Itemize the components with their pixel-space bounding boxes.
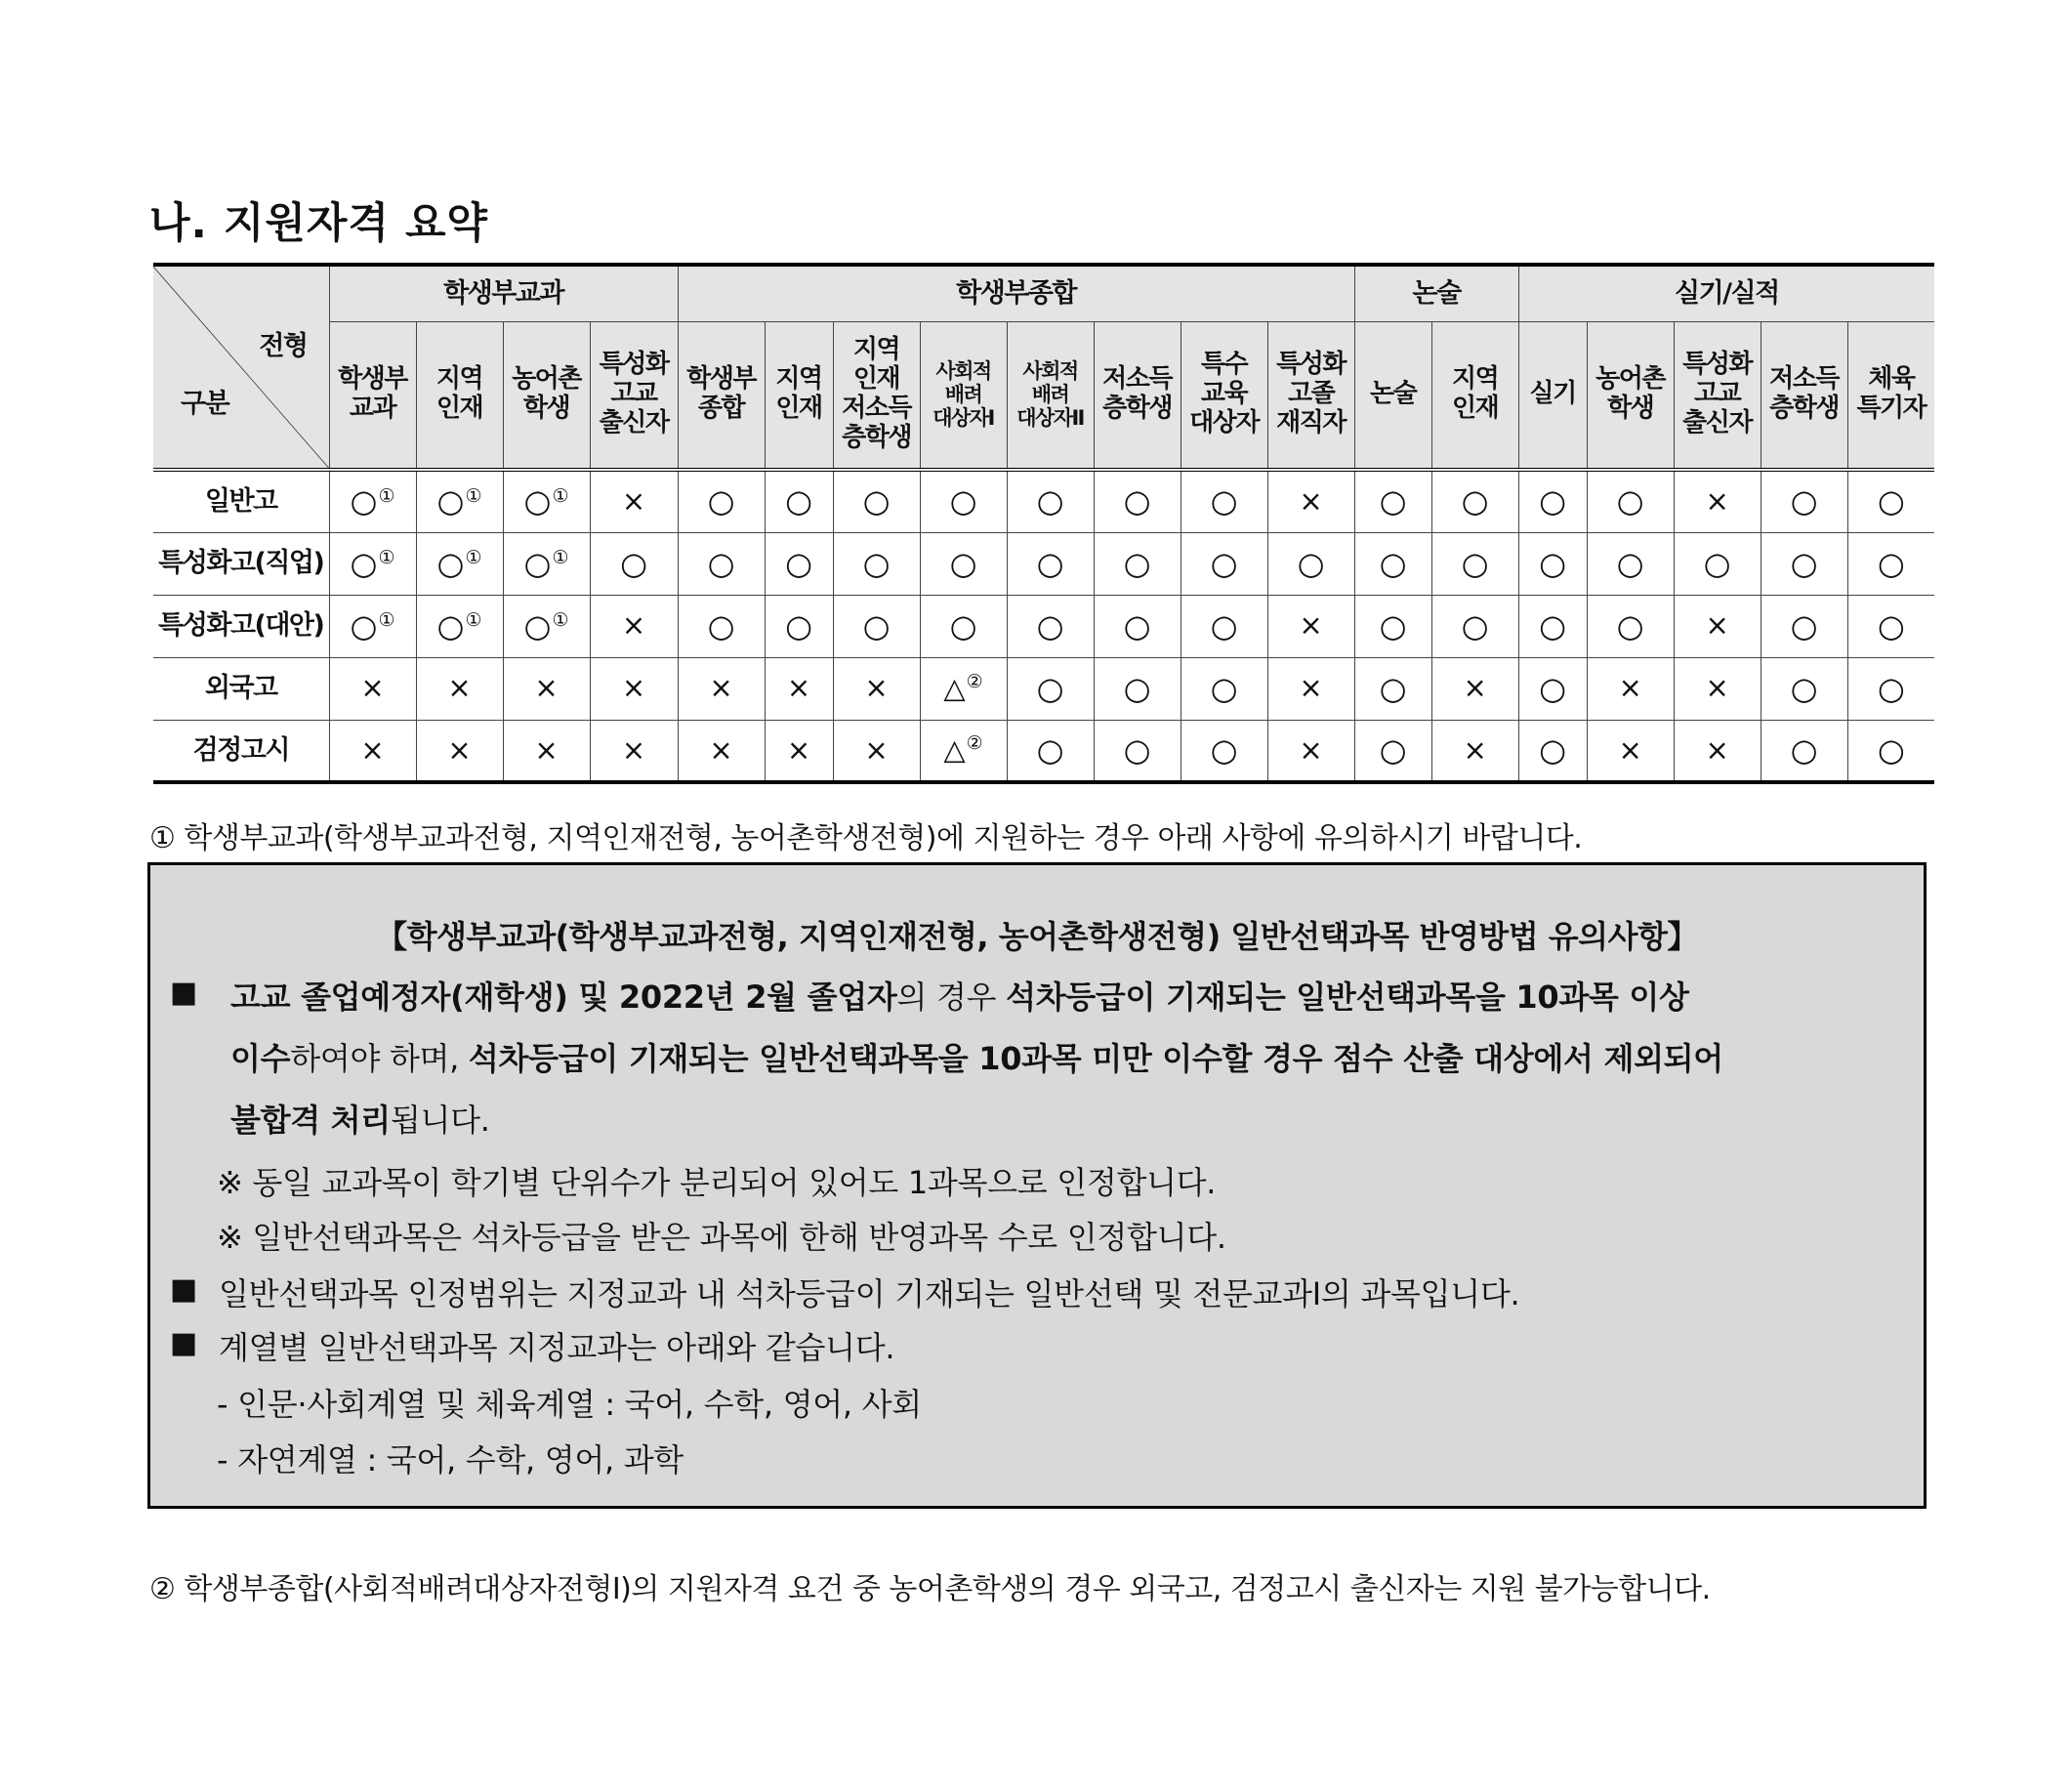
cell-mark: ○: [1379, 669, 1407, 707]
cell-mark: ○: [1210, 482, 1238, 520]
table-cell: [1007, 595, 1094, 657]
table-row: [153, 657, 1934, 720]
table-cell: [1181, 532, 1267, 595]
table-cell: [833, 470, 920, 532]
table-cell: [1847, 532, 1934, 595]
cell-mark: ×: [786, 671, 811, 705]
cell-mark: ×: [786, 732, 811, 767]
section-title: 나. 지원자격 요약: [149, 199, 489, 248]
table-cell: [765, 470, 833, 532]
footnote-marker: ①: [465, 608, 482, 631]
table-cell: [1518, 470, 1587, 532]
sub-header: 체육 특기자: [1847, 321, 1934, 470]
table-cell: [590, 657, 678, 720]
table-cell: [1094, 720, 1181, 782]
table-cell: [503, 595, 590, 657]
table-cell: [1094, 532, 1181, 595]
sub-header: 논술: [1354, 321, 1431, 470]
cell-mark: ○: [1461, 482, 1489, 520]
corner-label-type: 전형: [259, 331, 308, 361]
cell-mark: ○: [785, 606, 812, 645]
bullet-icon: ■: [170, 1326, 198, 1360]
text-bold: 이수: [230, 1040, 291, 1077]
table-cell: [1094, 470, 1181, 532]
table-cell: [1674, 657, 1761, 720]
cell-mark: ×: [1299, 484, 1323, 519]
cell-mark: ○: [1036, 730, 1064, 769]
cell-mark: ○: [1461, 544, 1489, 582]
table-cell: [1431, 595, 1518, 657]
table-cell: [329, 595, 416, 657]
cell-mark: ○: [523, 606, 552, 645]
table-cell: [1007, 720, 1094, 782]
sub-header: 학생부 교과: [329, 321, 416, 470]
table-cell: [416, 470, 503, 532]
sub-header: 지역 인재: [416, 321, 503, 470]
text-bold: 석차등급이 기재되는 일반선택과목을 10과목 이상: [1006, 978, 1689, 1016]
table-cell: [1761, 720, 1847, 782]
cell-mark: ×: [1705, 608, 1729, 643]
cell-mark: ○: [1616, 544, 1644, 582]
cell-mark: ○: [1616, 482, 1644, 520]
cell-mark: ○: [707, 544, 735, 582]
cell-mark: ○: [1036, 482, 1064, 520]
notice-note-2: ※ 일반선택과목은 석차등급을 받은 과목에 한해 반영과목 수로 인정합니다.: [217, 1219, 1226, 1256]
table-cell: [1354, 470, 1431, 532]
cell-mark: ○: [949, 482, 977, 520]
table-cell: [416, 657, 503, 720]
table-cell: [416, 720, 503, 782]
sub-header: 지역 인재: [1431, 321, 1518, 470]
sub-header: 지역 인재: [765, 321, 833, 470]
footnote-marker: ①: [378, 546, 395, 568]
table-cell: [920, 470, 1007, 532]
row-label: 검정고시: [153, 720, 329, 782]
table-cell: [1674, 532, 1761, 595]
table-cell: [1354, 657, 1431, 720]
text: 의 경우: [896, 978, 1007, 1016]
table-cell: [503, 532, 590, 595]
cell-mark: ○: [1036, 669, 1064, 707]
cell-mark: ×: [621, 484, 646, 519]
cell-mark: ○: [707, 482, 735, 520]
table-cell: [1587, 532, 1674, 595]
table-body: [153, 470, 1934, 782]
cell-mark: ×: [1705, 671, 1729, 705]
cell-mark: ×: [621, 732, 646, 767]
cell-mark: ○: [1539, 730, 1567, 769]
footnote-marker: ②: [966, 732, 983, 755]
cell-mark: ○: [1877, 544, 1905, 582]
table-cell: [329, 720, 416, 782]
cell-mark: ○: [1877, 482, 1905, 520]
cell-mark: ×: [864, 732, 889, 767]
sub-header: 농어촌 학생: [503, 321, 590, 470]
cell-mark: ○: [949, 606, 977, 645]
table-cell: [590, 532, 678, 595]
table-row: [153, 595, 1934, 657]
table-cell: [1518, 720, 1587, 782]
cell-mark: ○: [949, 544, 977, 582]
sub-header: 특성화 고교 출신자: [590, 321, 678, 470]
text: 하여야 하며,: [290, 1040, 469, 1077]
table-cell: [1007, 470, 1094, 532]
notice-paragraph-3: 계열별 일반선택과목 지정교과는 아래와 같습니다.: [219, 1329, 895, 1366]
footnote-marker: ①: [378, 608, 395, 631]
qualification-table: [153, 263, 1934, 784]
cell-mark: ○: [1036, 544, 1064, 582]
footnote-marker: ①: [552, 608, 569, 631]
table-cell: [1354, 532, 1431, 595]
cell-mark: ○: [1790, 669, 1818, 707]
table-cell: [1181, 470, 1267, 532]
cell-mark: ○: [1877, 669, 1905, 707]
table-cell: [1761, 595, 1847, 657]
table-cell: [1431, 657, 1518, 720]
cell-mark: ○: [1123, 730, 1151, 769]
cell-mark: ○: [1123, 482, 1151, 520]
cell-mark: ○: [1703, 544, 1731, 582]
notice-title: 【학생부교과(학생부교과전형, 지역인재전형, 농어촌학생전형) 일반선택과목 반영방법 유의사항】: [376, 918, 1698, 955]
cell-mark: ×: [447, 732, 472, 767]
sub-header-row: [153, 321, 1934, 470]
footnote-marker: ②: [966, 671, 983, 692]
row-label: 외국고: [153, 657, 329, 720]
table-cell: [1354, 595, 1431, 657]
sub-header: 특성화 고교 출신자: [1674, 321, 1761, 470]
cell-mark: ○: [1210, 730, 1238, 769]
cell-mark: ×: [534, 732, 559, 767]
table-cell: [590, 470, 678, 532]
table-cell: [590, 720, 678, 782]
sub-header: 농어촌 학생: [1587, 321, 1674, 470]
sub-header: 실기: [1518, 321, 1587, 470]
table-cell: [503, 720, 590, 782]
cell-mark: △: [943, 671, 966, 705]
sub-header: 사회적 배려 대상자Ⅱ: [1007, 321, 1094, 470]
group-header: 학생부종합: [678, 265, 1354, 321]
cell-mark: ○: [1539, 606, 1567, 645]
table-cell: [765, 657, 833, 720]
group-header: 논술: [1354, 265, 1518, 321]
cell-mark: ×: [534, 671, 559, 705]
cell-mark: ×: [1705, 484, 1729, 519]
table-cell: [920, 595, 1007, 657]
table-cell: [765, 532, 833, 595]
sub-header: 지역 인재 저소득 층학생: [833, 321, 920, 470]
table-cell: [920, 720, 1007, 782]
group-header: 학생부교과: [329, 265, 678, 321]
cell-mark: ×: [1299, 732, 1323, 767]
notice-dash-2: - 자연계열 : 국어, 수학, 영어, 과학: [217, 1441, 684, 1478]
cell-mark: ○: [1539, 669, 1567, 707]
cell-mark: ×: [864, 671, 889, 705]
table-cell: [416, 532, 503, 595]
notice-dash-1: - 인문·사회계열 및 체육계열 : 국어, 수학, 영어, 사회: [217, 1386, 922, 1423]
cell-mark: ○: [1210, 606, 1238, 645]
text-bold: 불합격 처리: [230, 1102, 391, 1139]
notice-paragraph-1-line-3: [230, 1096, 490, 1141]
table-cell: [833, 532, 920, 595]
cell-mark: ○: [620, 544, 647, 582]
cell-mark: ×: [360, 671, 385, 705]
footnote-marker: ①: [378, 484, 395, 507]
cell-mark: ×: [1705, 732, 1729, 767]
sub-header: 특수 교육 대상자: [1181, 321, 1267, 470]
table-cell: [678, 720, 765, 782]
table-cell: [1847, 720, 1934, 782]
cell-mark: ×: [360, 732, 385, 767]
cell-mark: ○: [1123, 669, 1151, 707]
sub-header: 학생부 종합: [678, 321, 765, 470]
table-cell: [1587, 720, 1674, 782]
table-cell: [1267, 470, 1354, 532]
table-cell: [678, 470, 765, 532]
table-cell: [503, 470, 590, 532]
table-cell: [1518, 657, 1587, 720]
table-cell: [1007, 657, 1094, 720]
notice-paragraph-2: 일반선택과목 인정범위는 지정교과 내 석차등급이 기재되는 일반선택 및 전문교과Ⅰ의 과목입니다.: [219, 1275, 1520, 1312]
table-cell: [678, 595, 765, 657]
row-label: 일반고: [153, 470, 329, 532]
table-cell: [1431, 470, 1518, 532]
notice-paragraph-1-line-1: [230, 973, 1689, 1018]
table-cell: [329, 532, 416, 595]
table-cell: [1847, 595, 1934, 657]
cell-mark: ○: [1790, 730, 1818, 769]
corner-header: [153, 265, 329, 470]
cell-mark: ×: [1618, 732, 1642, 767]
table-cell: [765, 595, 833, 657]
table-cell: [1761, 470, 1847, 532]
table-cell: [833, 595, 920, 657]
cell-mark: ×: [1299, 608, 1323, 643]
cell-mark: ○: [1790, 606, 1818, 645]
cell-mark: ○: [436, 606, 465, 645]
cell-mark: ○: [436, 544, 465, 582]
cell-mark: ○: [1790, 544, 1818, 582]
text-bold: 고교 졸업예정자(재학생) 및 2022년 2월 졸업자: [230, 978, 897, 1016]
cell-mark: ×: [1299, 671, 1323, 705]
table-cell: [1431, 720, 1518, 782]
table-cell: [678, 657, 765, 720]
cell-mark: ○: [523, 482, 552, 520]
cell-mark: △: [943, 732, 966, 767]
cell-mark: ×: [621, 671, 646, 705]
table-cell: [1267, 532, 1354, 595]
cell-mark: ○: [1123, 606, 1151, 645]
table-cell: [1518, 595, 1587, 657]
group-header-row: [153, 265, 1934, 321]
cell-mark: ○: [1210, 544, 1238, 582]
cell-mark: ○: [1877, 730, 1905, 769]
table-cell: [1267, 720, 1354, 782]
cell-mark: ×: [1463, 732, 1487, 767]
sub-header: 저소득 층학생: [1094, 321, 1181, 470]
footnote-marker: ①: [552, 546, 569, 568]
table-cell: [1181, 657, 1267, 720]
cell-mark: ○: [707, 606, 735, 645]
cell-mark: ○: [862, 606, 891, 645]
cell-mark: ○: [523, 544, 552, 582]
cell-mark: ○: [1123, 544, 1151, 582]
cell-mark: ×: [447, 671, 472, 705]
row-label: 특성화고(직업): [153, 532, 329, 595]
bullet-icon: ■: [170, 1272, 198, 1307]
table-cell: [1847, 470, 1934, 532]
cell-mark: ○: [350, 606, 378, 645]
table-cell: [1674, 720, 1761, 782]
table-cell: [590, 595, 678, 657]
table-cell: [503, 657, 590, 720]
table-cell: [765, 720, 833, 782]
table-cell: [920, 657, 1007, 720]
table-row: [153, 720, 1934, 782]
cell-mark: ○: [1379, 544, 1407, 582]
group-header: 실기/실적: [1518, 265, 1934, 321]
cell-mark: ×: [709, 671, 733, 705]
table-cell: [833, 657, 920, 720]
cell-mark: ○: [1210, 669, 1238, 707]
cell-mark: ○: [1036, 606, 1064, 645]
text-bold: 석차등급이 기재되는 일반선택과목을 10과목 미만 이수할 경우 점수 산출 대상에서 제외되어: [468, 1040, 1723, 1077]
table-cell: [1674, 595, 1761, 657]
table-cell: [416, 595, 503, 657]
bullet-icon: ■: [170, 976, 198, 1010]
table-cell: [1094, 657, 1181, 720]
table-cell: [1674, 470, 1761, 532]
table-cell: [1431, 532, 1518, 595]
table-cell: [920, 532, 1007, 595]
cell-mark: ○: [1297, 544, 1325, 582]
notice-box: [147, 862, 1927, 1509]
table-cell: [1847, 657, 1934, 720]
notice-note-1: ※ 동일 교과목이 학기별 단위수가 분리되어 있어도 1과목으로 인정합니다.: [217, 1164, 1217, 1201]
cell-mark: ×: [1618, 671, 1642, 705]
table-cell: [1587, 595, 1674, 657]
footnote-1: ① 학생부교과(학생부교과전형, 지역인재전형, 농어촌학생전형)에 지원하는 경우 아래 사항에 유의하시기 바랍니다.: [149, 821, 1583, 855]
table-cell: [1761, 532, 1847, 595]
table-cell: [329, 657, 416, 720]
table-cell: [1094, 595, 1181, 657]
cell-mark: ×: [709, 732, 733, 767]
cell-mark: ○: [1539, 482, 1567, 520]
table-cell: [1267, 595, 1354, 657]
sub-header: 특성화 고졸 재직자: [1267, 321, 1354, 470]
row-label: 특성화고(대안): [153, 595, 329, 657]
table-cell: [1267, 657, 1354, 720]
cell-mark: ○: [1877, 606, 1905, 645]
cell-mark: ○: [862, 482, 891, 520]
text: 됩니다.: [390, 1102, 490, 1139]
table-cell: [1518, 532, 1587, 595]
cell-mark: ○: [350, 482, 378, 520]
cell-mark: ○: [862, 544, 891, 582]
corner-label-category: 구분: [181, 389, 229, 419]
footnote-marker: ①: [465, 546, 482, 568]
table-cell: [1181, 595, 1267, 657]
cell-mark: ○: [785, 482, 812, 520]
cell-mark: ○: [1379, 730, 1407, 769]
cell-mark: ○: [1379, 482, 1407, 520]
table-cell: [1587, 657, 1674, 720]
cell-mark: ○: [1539, 544, 1567, 582]
notice-paragraph-1-line-2: [230, 1034, 1723, 1079]
table-cell: [329, 470, 416, 532]
table-cell: [678, 532, 765, 595]
footnote-2: ② 학생부종합(사회적배려대상자전형Ⅰ)의 지원자격 요건 중 농어촌학생의 경우 외국고, 검정고시 출신자는 지원 불가능합니다.: [149, 1572, 1711, 1606]
table-row: [153, 532, 1934, 595]
table-cell: [1587, 470, 1674, 532]
sub-header: 저소득 층학생: [1761, 321, 1847, 470]
cell-mark: ○: [1379, 606, 1407, 645]
cell-mark: ○: [1461, 606, 1489, 645]
cell-mark: ×: [1463, 671, 1487, 705]
footnote-marker: ①: [465, 484, 482, 507]
table-cell: [833, 720, 920, 782]
footnote-marker: ①: [552, 484, 569, 507]
cell-mark: ×: [621, 608, 646, 643]
cell-mark: ○: [1790, 482, 1818, 520]
table-row: [153, 470, 1934, 532]
table-cell: [1007, 532, 1094, 595]
table-cell: [1354, 720, 1431, 782]
cell-mark: ○: [1616, 606, 1644, 645]
cell-mark: ○: [436, 482, 465, 520]
cell-mark: ○: [350, 544, 378, 582]
sub-header: 사회적 배려 대상자Ⅰ: [920, 321, 1007, 470]
table-cell: [1181, 720, 1267, 782]
table-cell: [1761, 657, 1847, 720]
cell-mark: ○: [785, 544, 812, 582]
